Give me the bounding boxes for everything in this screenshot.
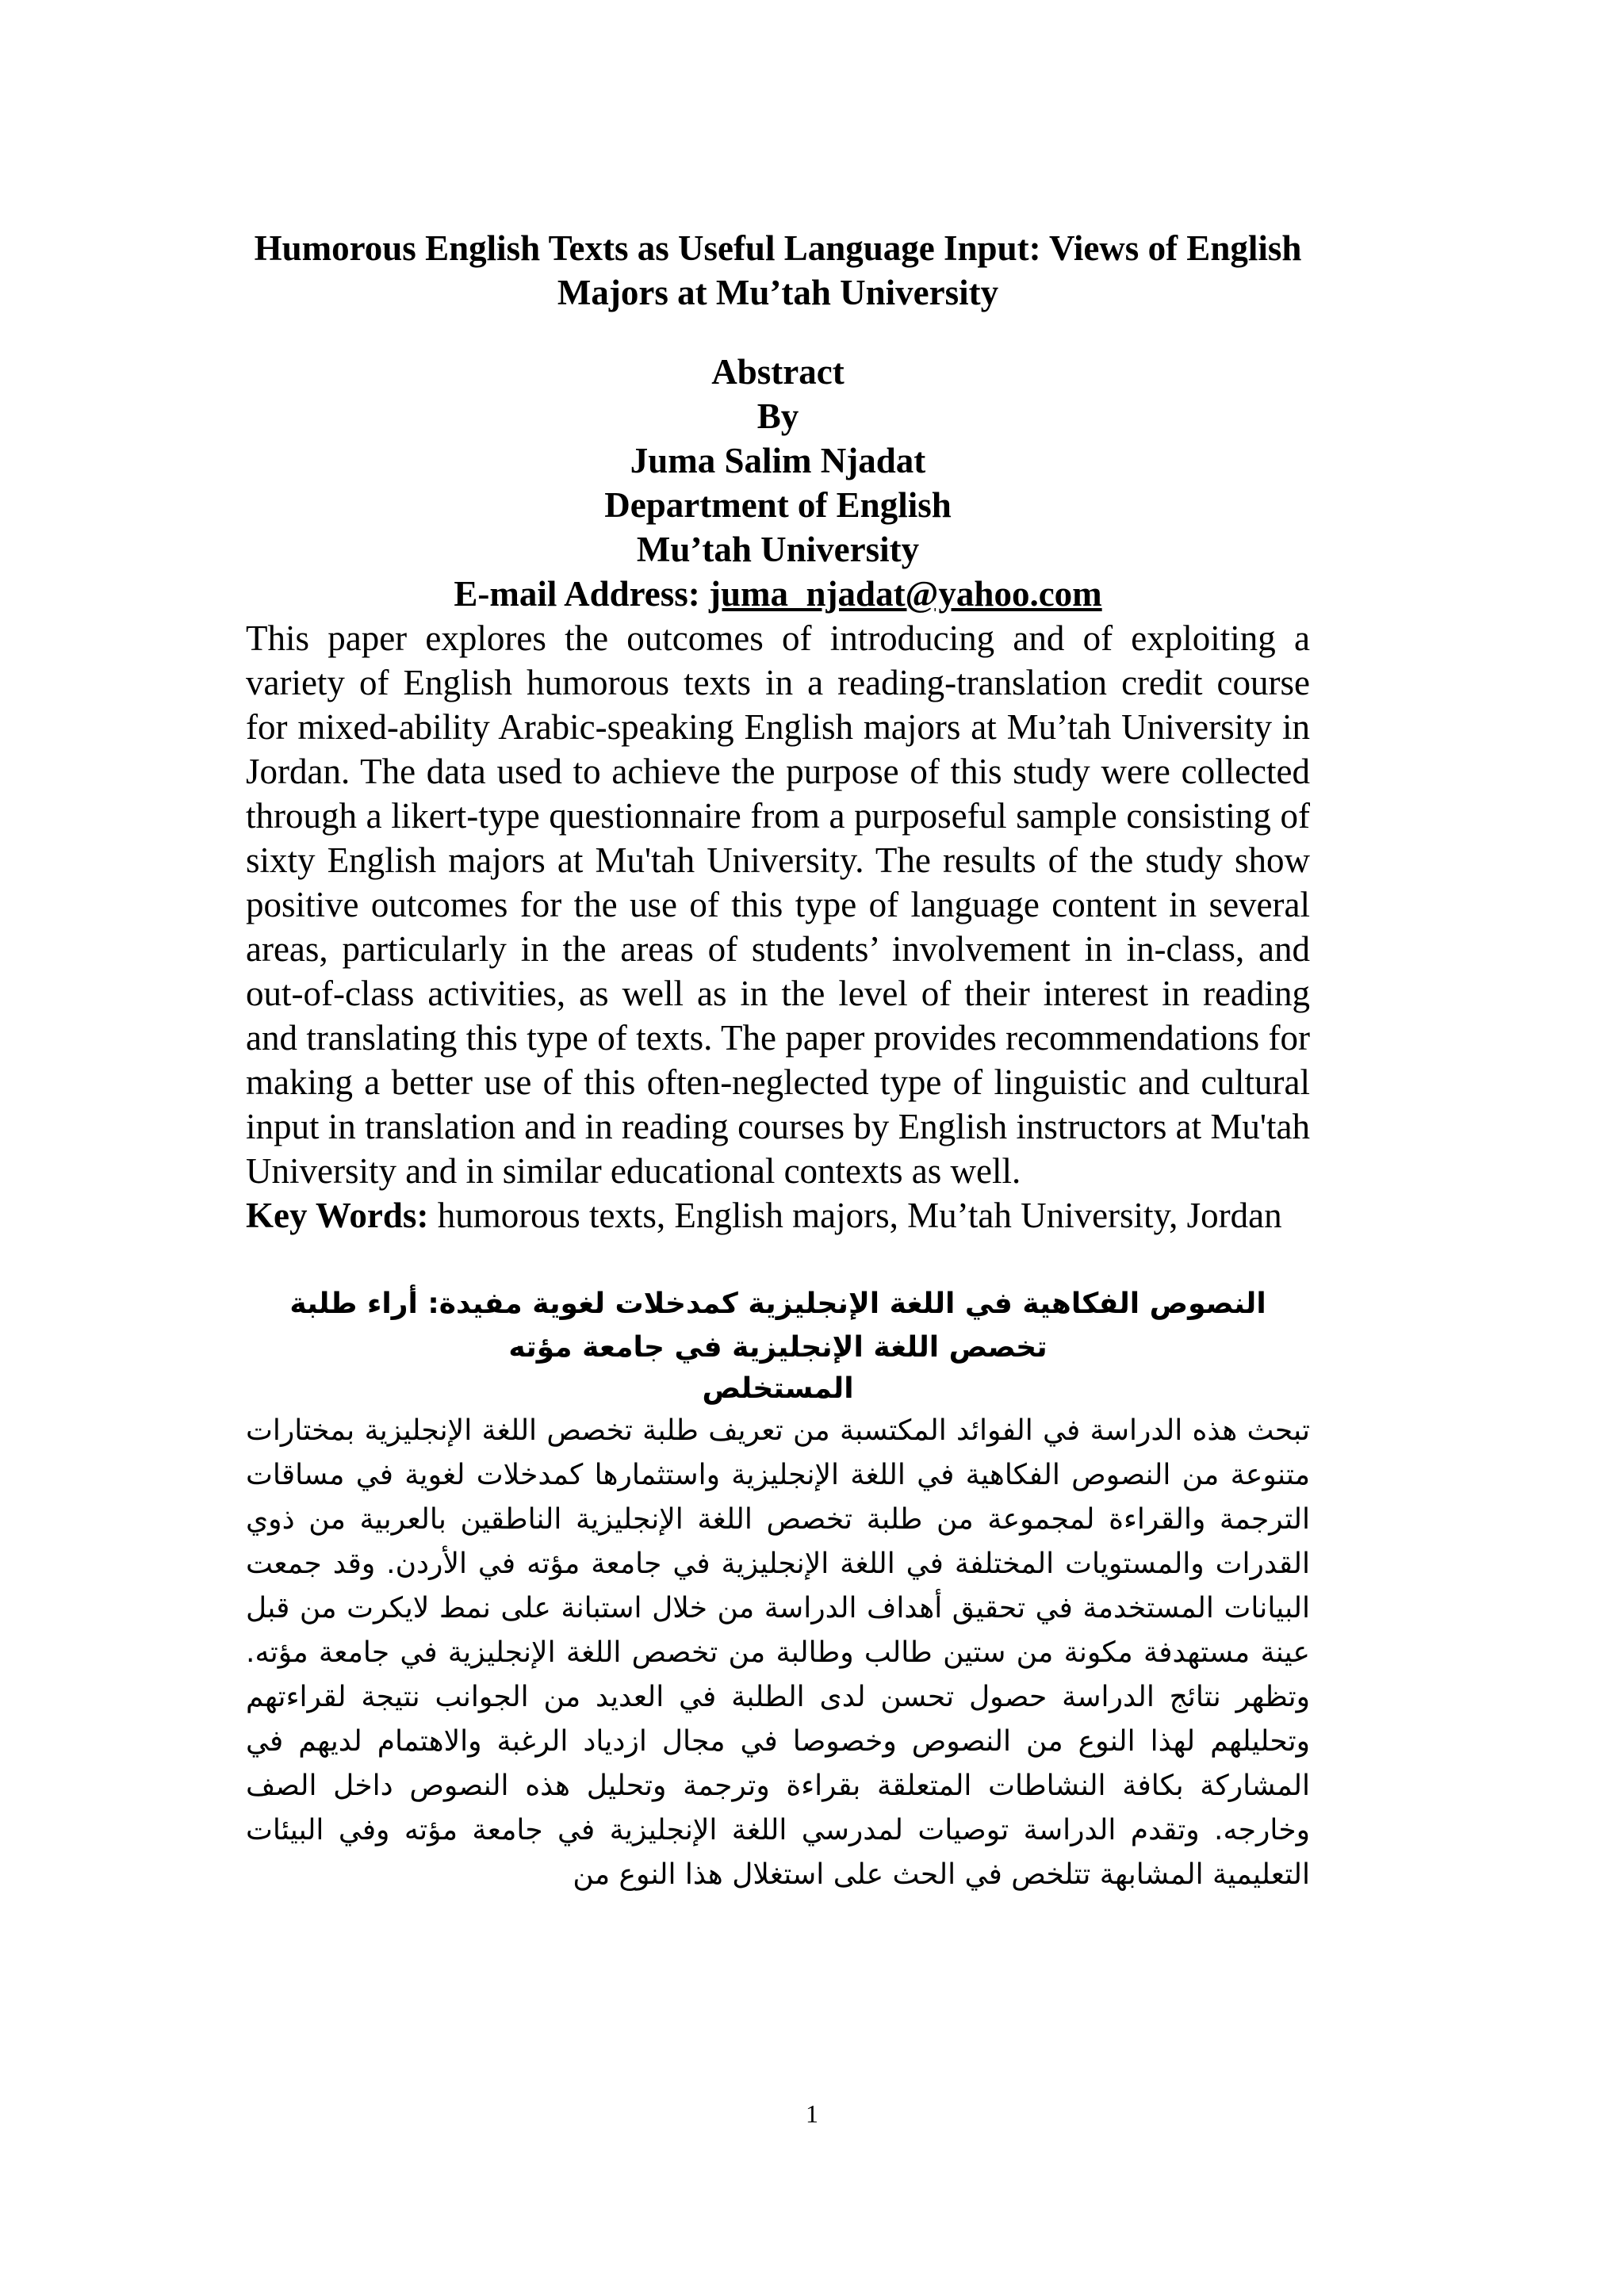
author-department: Department of English: [604, 485, 952, 525]
by-label: By: [756, 396, 799, 436]
email-label: E-mail Address:: [454, 574, 710, 614]
english-abstract: This paper explores the outcomes of introducing and of exploiting a variety of English humorous texts in a reading-translation credit course for mixed-ability Arabic-speaking English majors at Mu’tah University in Jordan. The data used to achieve the purpose of this study were collected through a likert-type questionnaire from a purposeful sample consisting of sixty English majors at Mu'tah University. The results of the study show positive outcomes for the use of this type of language content in several areas, particularly in the areas of students’ involvement in in-class, and out-of-class activities, as well as in the level of their interest in reading and translating this type of texts. The paper provides recommendations for making a better use of this often-neglected type of linguistic and cultural input in translation and in reading courses by English instructors at Mu'tah University and in similar educational contexts as well.: [246, 618, 1310, 1191]
author-name: Juma Salim Njadat: [630, 441, 926, 480]
keywords-list: humorous texts, English majors, Mu’tah University, Jordan: [428, 1196, 1282, 1235]
arabic-abstract: تبحث هذه الدراسة في الفوائد المكتسبة من تعريف طلبة تخصص اللغة الإنجليزية بمختارات متنوعة من النصوص الفكاهية في اللغة الإنجليزية واستثمارها كمدخلات لغوية في مساقات الترجمة والقراءة لمجموعة من طلبة تخصص اللغة الإنجليزية الناطقين بالعربية من ذوي القدرات والمستويات المختلفة في اللغة الإنجليزية في جامعة مؤته في الأردن. وقد جمعت البيانات المستخدمة في تحقيق أهداف الدراسة من خلال استبانة على نمط لايكرت من قبل عينة مستهدفة مكونة من ستين طالب وطالبة من تخصص اللغة الإنجليزية في جامعة مؤته. وتظهر نتائج الدراسة حصول تحسن لدى الطلبة في العديد من الجوانب نتيجة لقراءتهم وتحليلهم لهذا النوع من النصوص وخصوصا في مجال ازدياد الرغبة والاهتمام لديهم في المشاركة بكافة النشاطات المتعلقة بقراءة وترجمة وتحليل هذه النصوص داخل الصف وخارجه. وتقدم الدراسة توصيات لمدرسي اللغة الإنجليزية في جامعة مؤته وفي البيئات التعليمية المشابهة تتلخص في الحث على استغلال هذا النوع من: [246, 1414, 1310, 1891]
email-link[interactable]: juma_njadat@yahoo.com: [709, 574, 1102, 614]
email-line: [246, 572, 1310, 616]
arabic-abstract-heading: المستخلص: [702, 1372, 854, 1405]
paper-page: [246, 226, 1310, 1897]
arabic-title: النصوص الفكاهية في اللغة الإنجليزية كمدخلات لغوية مفيدة: أراء طلبة تخصص اللغة الإنجليزية في جامعة مؤته: [289, 1288, 1266, 1364]
author-university: Mu’tah University: [636, 530, 920, 569]
paper-title: Humorous English Texts as Useful Language Input: Views of English Majors at Mu’tah University: [254, 228, 1302, 312]
arabic-section: [246, 1282, 1310, 1897]
abstract-heading: Abstract: [711, 352, 845, 392]
author-block: [246, 350, 1310, 616]
page-number: 1: [806, 2099, 818, 2128]
keywords-label: Key Words:: [246, 1196, 429, 1235]
keywords: [246, 1193, 1310, 1238]
